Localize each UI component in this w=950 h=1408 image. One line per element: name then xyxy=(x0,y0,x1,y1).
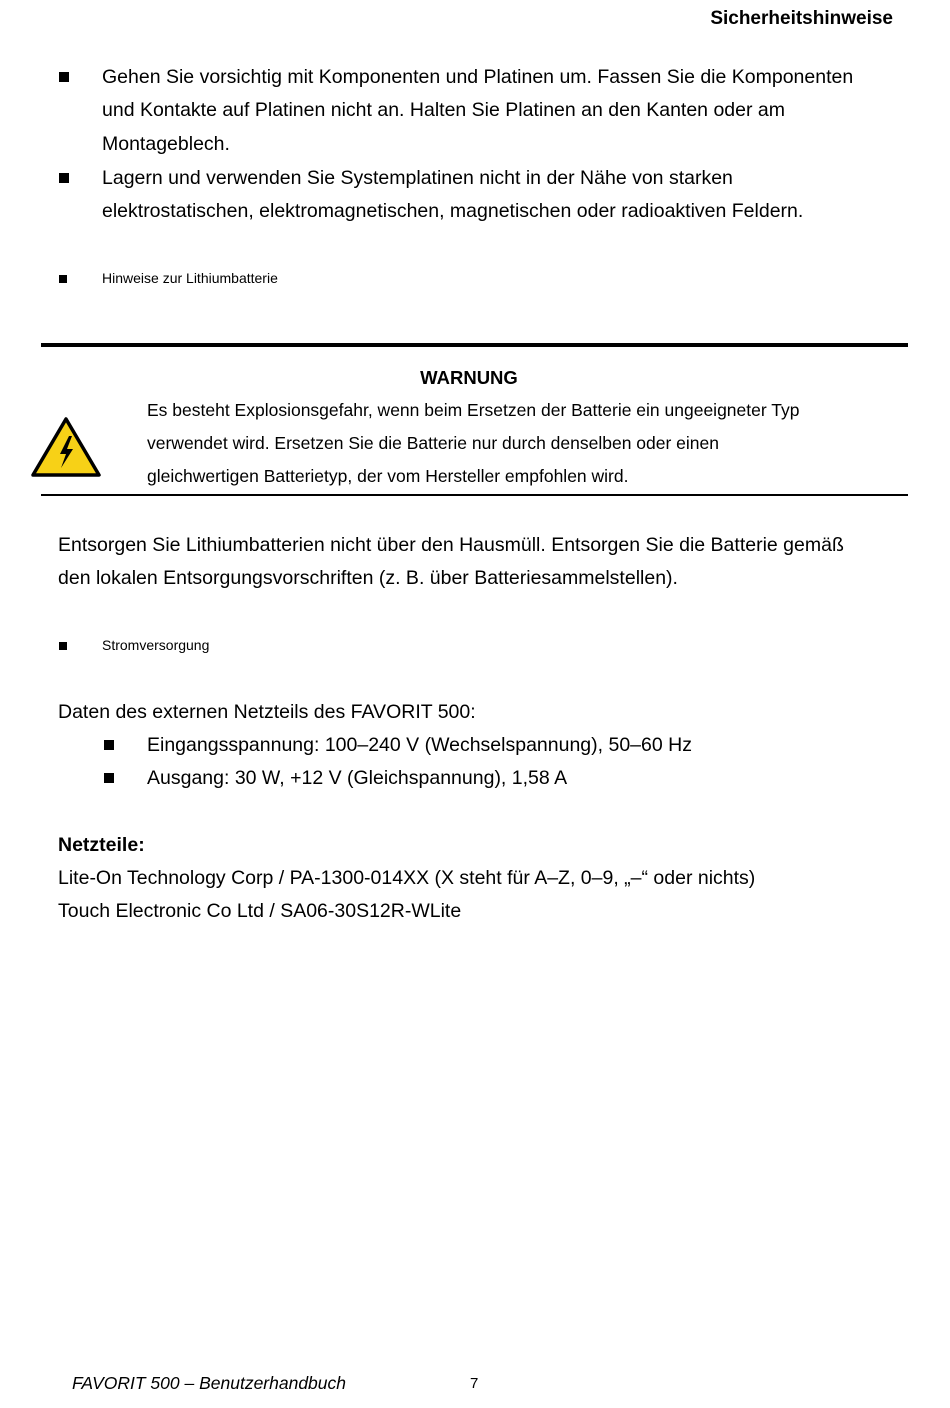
power-section-heading: Stromversorgung xyxy=(102,637,210,653)
warning-text-line-1: Es besteht Explosionsgefahr, wenn beim Ersetzen der Batterie ein ungeeigneter Typ xyxy=(147,400,800,420)
high-voltage-warning-icon xyxy=(30,416,102,478)
warning-bottom-rule xyxy=(41,494,908,496)
bullet-2-line-2: elektrostatischen, elektromagnetischen, magnetischen oder radioaktiven Feldern. xyxy=(102,200,804,222)
power-spec-output: Ausgang: 30 W, +12 V (Gleichspannung), 1,58 A xyxy=(147,767,568,789)
warning-text-line-2: verwendet wird. Ersetzen Sie die Batterie nur durch denselben oder einen xyxy=(147,433,720,453)
disposal-line-2: den lokalen Entsorgungsvorschriften (z. B. über Batteriesammelstellen). xyxy=(58,567,678,589)
bullet-marker xyxy=(59,275,67,283)
warning-top-rule xyxy=(41,343,908,347)
battery-section-heading: Hinweise zur Lithiumbatterie xyxy=(102,270,278,286)
bullet-marker xyxy=(104,773,114,783)
warning-text-line-3: gleichwertigen Batterietyp, der vom Hersteller empfohlen wird. xyxy=(147,466,629,486)
bullet-marker xyxy=(104,740,114,750)
footer-page-number: 7 xyxy=(470,1375,479,1392)
power-supply-item: Touch Electronic Co Ltd / SA06-30S12R-WLite xyxy=(58,900,462,922)
bullet-marker xyxy=(59,72,69,82)
power-spec-input: Eingangsspannung: 100–240 V (Wechselspannung), 50–60 Hz xyxy=(147,734,692,756)
bullet-marker xyxy=(59,173,69,183)
bullet-1-line-1: Gehen Sie vorsichtig mit Komponenten und Platinen um. Fassen Sie die Komponenten xyxy=(102,66,854,88)
bullet-marker xyxy=(59,642,67,650)
bullet-1-line-3: Montageblech. xyxy=(102,133,230,155)
power-intro: Daten des externen Netzteils des FAVORIT 500: xyxy=(58,701,476,723)
bullet-2-line-1: Lagern und verwenden Sie Systemplatinen nicht in der Nähe von starken xyxy=(102,167,733,189)
warning-title: WARNUNG xyxy=(420,367,518,388)
footer-manual-title: FAVORIT 500 – Benutzerhandbuch xyxy=(72,1373,347,1393)
disposal-line-1: Entsorgen Sie Lithiumbatterien nicht über den Hausmüll. Entsorgen Sie die Batterie gemäß xyxy=(58,534,844,556)
page-header-title: Sicherheitshinweise xyxy=(710,8,893,29)
power-supply-item: Lite-On Technology Corp / PA-1300-014XX (X steht für A–Z, 0–9, „–“ oder nichts) xyxy=(58,867,756,889)
power-supplies-label: Netzteile: xyxy=(58,834,145,856)
bullet-1-line-2: und Kontakte auf Platinen nicht an. Halten Sie Platinen an den Kanten oder am xyxy=(102,99,785,121)
